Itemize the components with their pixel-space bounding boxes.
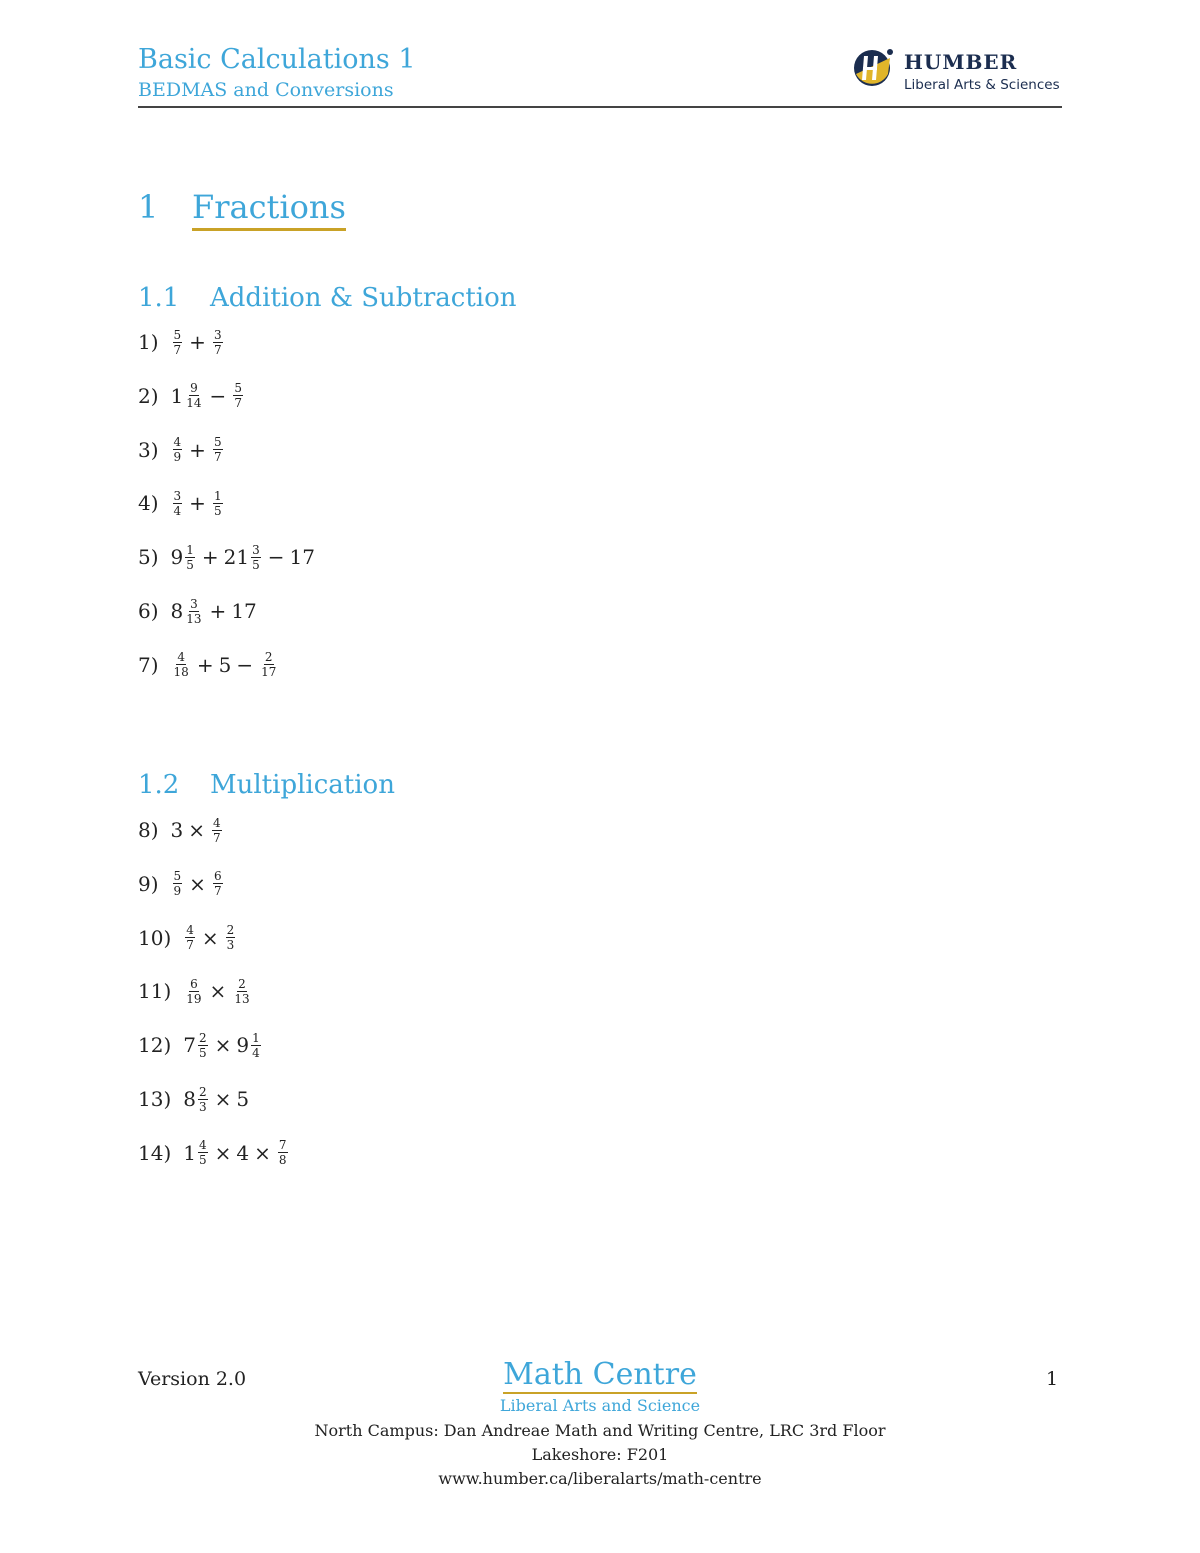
denominator: 19 bbox=[186, 991, 202, 1006]
mixed-whole: 7 bbox=[183, 1033, 196, 1058]
problem-item bbox=[138, 1082, 249, 1116]
numerator: 2 bbox=[199, 1030, 207, 1045]
denominator: 5 bbox=[252, 557, 260, 572]
mixed-whole: 8 bbox=[183, 1087, 196, 1111]
problem-number: 3) bbox=[138, 437, 159, 462]
whole-number: 5 bbox=[236, 1087, 250, 1111]
fraction bbox=[173, 436, 183, 463]
whole-number: 5 bbox=[218, 652, 232, 677]
page-number: 1 bbox=[1046, 1368, 1059, 1390]
problem-number: 12) bbox=[138, 1033, 172, 1058]
fraction bbox=[213, 329, 223, 356]
fraction bbox=[173, 329, 183, 356]
fraction bbox=[185, 924, 195, 951]
problem-item bbox=[138, 974, 253, 1008]
numerator: 4 bbox=[173, 435, 182, 450]
denominator: 3 bbox=[226, 938, 235, 953]
math-centre-name: Math Centre bbox=[503, 1357, 697, 1392]
fraction bbox=[260, 651, 277, 678]
denominator: 7 bbox=[173, 342, 182, 357]
fraction bbox=[233, 978, 250, 1005]
subsection-number: 1.2 bbox=[138, 770, 180, 800]
section-heading bbox=[138, 188, 346, 231]
problem-number: 11) bbox=[138, 979, 172, 1004]
operator: × bbox=[214, 1140, 232, 1165]
operator: − bbox=[267, 545, 285, 570]
numerator: 3 bbox=[213, 327, 222, 342]
fraction bbox=[213, 870, 223, 897]
problem-item bbox=[138, 648, 279, 682]
numerator: 3 bbox=[173, 488, 182, 503]
footer-north-campus: North Campus: Dan Andreae Math and Writing Centre, LRC 3rd Floor bbox=[314, 1421, 886, 1440]
footer-centre bbox=[0, 1358, 1200, 1415]
problem-number: 14) bbox=[138, 1140, 172, 1165]
problem-number: 2) bbox=[138, 383, 159, 408]
numerator: 7 bbox=[278, 1138, 287, 1153]
footer-url[interactable]: www.humber.ca/liberalarts/math-centre bbox=[438, 1469, 762, 1488]
footer-lakeshore: Lakeshore: F201 bbox=[531, 1445, 669, 1464]
operator: × bbox=[189, 871, 206, 896]
document-title: Basic Calculations 1 bbox=[138, 44, 416, 75]
numerator: 5 bbox=[213, 435, 222, 450]
operator: × bbox=[214, 1033, 232, 1058]
numerator: 4 bbox=[177, 650, 185, 665]
numerator: 2 bbox=[226, 923, 235, 938]
fraction bbox=[278, 1139, 288, 1166]
fraction bbox=[173, 870, 183, 897]
denominator: 5 bbox=[199, 1153, 207, 1168]
denominator: 7 bbox=[186, 938, 194, 953]
denominator: 5 bbox=[213, 503, 222, 518]
denominator: 4 bbox=[252, 1045, 260, 1060]
operator: × bbox=[209, 979, 227, 1004]
numerator: 4 bbox=[199, 1138, 207, 1153]
section-number: 1 bbox=[138, 188, 159, 226]
fraction bbox=[233, 382, 243, 409]
numerator: 1 bbox=[252, 1030, 260, 1045]
problem-number: 7) bbox=[138, 652, 159, 677]
whole-number: 3 bbox=[170, 818, 184, 842]
problem-item bbox=[138, 1136, 290, 1170]
operator: × bbox=[254, 1140, 271, 1165]
denominator: 7 bbox=[213, 884, 222, 899]
denominator: 13 bbox=[186, 611, 202, 626]
numerator: 4 bbox=[213, 815, 221, 830]
problem-number: 13) bbox=[138, 1087, 172, 1111]
denominator: 13 bbox=[234, 991, 250, 1006]
denominator: 9 bbox=[173, 884, 182, 899]
document-subtitle: BEDMAS and Conversions bbox=[138, 79, 394, 101]
fraction bbox=[198, 1139, 208, 1166]
operator: + bbox=[189, 491, 206, 516]
fraction bbox=[185, 544, 195, 571]
numerator: 3 bbox=[190, 596, 198, 611]
fraction bbox=[226, 924, 236, 951]
operator: − bbox=[236, 652, 254, 677]
operator: + bbox=[189, 437, 206, 462]
fraction bbox=[198, 1032, 208, 1059]
denominator: 4 bbox=[173, 503, 182, 518]
math-centre-sub: Liberal Arts and Science bbox=[499, 1396, 701, 1415]
numerator: 5 bbox=[173, 327, 182, 342]
humber-logo bbox=[852, 44, 1062, 96]
problem-item bbox=[138, 433, 225, 467]
problem-item bbox=[138, 921, 237, 955]
mixed-whole: 9 bbox=[236, 1033, 250, 1058]
denominator: 7 bbox=[234, 396, 242, 411]
denominator: 7 bbox=[213, 450, 222, 465]
denominator: 8 bbox=[278, 1153, 287, 1168]
mixed-whole: 21 bbox=[223, 545, 250, 570]
denominator: 7 bbox=[213, 342, 222, 357]
operator: × bbox=[201, 925, 219, 950]
fraction bbox=[198, 1086, 208, 1113]
numerator: 6 bbox=[213, 869, 222, 884]
numerator: 3 bbox=[252, 542, 260, 557]
denominator: 5 bbox=[186, 557, 194, 572]
operator: + bbox=[209, 599, 227, 623]
numerator: 9 bbox=[190, 381, 198, 396]
denominator: 14 bbox=[186, 396, 202, 411]
whole-number: 17 bbox=[289, 545, 315, 570]
problem-number: 10) bbox=[138, 925, 172, 950]
problem-number: 6) bbox=[138, 599, 159, 623]
operator: + bbox=[189, 330, 206, 354]
numerator: 2 bbox=[238, 976, 246, 991]
fraction bbox=[251, 544, 261, 571]
mixed-whole: 1 bbox=[183, 1140, 196, 1165]
numerator: 1 bbox=[213, 488, 222, 503]
fraction bbox=[185, 382, 202, 409]
operator: × bbox=[214, 1087, 232, 1111]
logo-tagline: Liberal Arts & Sciences bbox=[904, 77, 1060, 93]
operator: × bbox=[188, 818, 206, 842]
numerator: 2 bbox=[199, 1084, 207, 1099]
fraction bbox=[251, 1032, 261, 1059]
fraction bbox=[213, 436, 223, 463]
humber-emblem-icon bbox=[852, 46, 896, 90]
problem-item bbox=[138, 486, 225, 520]
section-title: Fractions bbox=[192, 188, 346, 231]
mixed-whole: 1 bbox=[170, 383, 184, 408]
fraction bbox=[185, 978, 202, 1005]
problem-item bbox=[138, 594, 257, 628]
operator: + bbox=[196, 652, 214, 677]
fraction bbox=[185, 598, 202, 625]
denominator: 7 bbox=[213, 830, 221, 845]
denominator: 18 bbox=[173, 665, 189, 680]
whole-number: 4 bbox=[236, 1140, 250, 1165]
problem-item bbox=[138, 1028, 263, 1062]
mixed-whole: 9 bbox=[170, 545, 184, 570]
subsection-heading bbox=[138, 283, 517, 313]
problem-number: 1) bbox=[138, 330, 159, 354]
denominator: 5 bbox=[199, 1045, 207, 1060]
numerator: 5 bbox=[234, 381, 242, 396]
problem-item bbox=[138, 867, 225, 901]
header-divider bbox=[138, 106, 1062, 108]
subsection-number: 1.1 bbox=[138, 283, 180, 313]
fraction bbox=[173, 490, 183, 517]
numerator: 5 bbox=[173, 869, 182, 884]
problem-item bbox=[138, 379, 245, 413]
denominator: 17 bbox=[261, 665, 277, 680]
whole-number: 17 bbox=[231, 599, 257, 623]
numerator: 2 bbox=[264, 650, 273, 665]
numerator: 4 bbox=[186, 923, 194, 938]
problem-number: 4) bbox=[138, 491, 159, 516]
problem-number: 5) bbox=[138, 545, 159, 570]
fraction bbox=[173, 651, 190, 678]
problem-item bbox=[138, 325, 225, 359]
mixed-whole: 8 bbox=[170, 599, 184, 623]
footer-version: Version 2.0 bbox=[138, 1368, 247, 1390]
problem-item bbox=[138, 540, 315, 574]
subsection-title: Addition & Subtraction bbox=[210, 283, 517, 313]
operator: − bbox=[209, 383, 227, 408]
logo-brand: HUMBER bbox=[904, 50, 1018, 74]
subsection-heading bbox=[138, 770, 395, 800]
fraction bbox=[213, 490, 223, 517]
problem-number: 9) bbox=[138, 871, 159, 896]
numerator: 6 bbox=[190, 976, 198, 991]
fraction bbox=[212, 817, 222, 844]
problem-number: 8) bbox=[138, 818, 159, 842]
problem-item bbox=[138, 813, 224, 847]
denominator: 3 bbox=[199, 1099, 207, 1114]
numerator: 1 bbox=[186, 542, 194, 557]
operator: + bbox=[201, 545, 219, 570]
subsection-title: Multiplication bbox=[210, 770, 395, 800]
denominator: 9 bbox=[173, 450, 182, 465]
